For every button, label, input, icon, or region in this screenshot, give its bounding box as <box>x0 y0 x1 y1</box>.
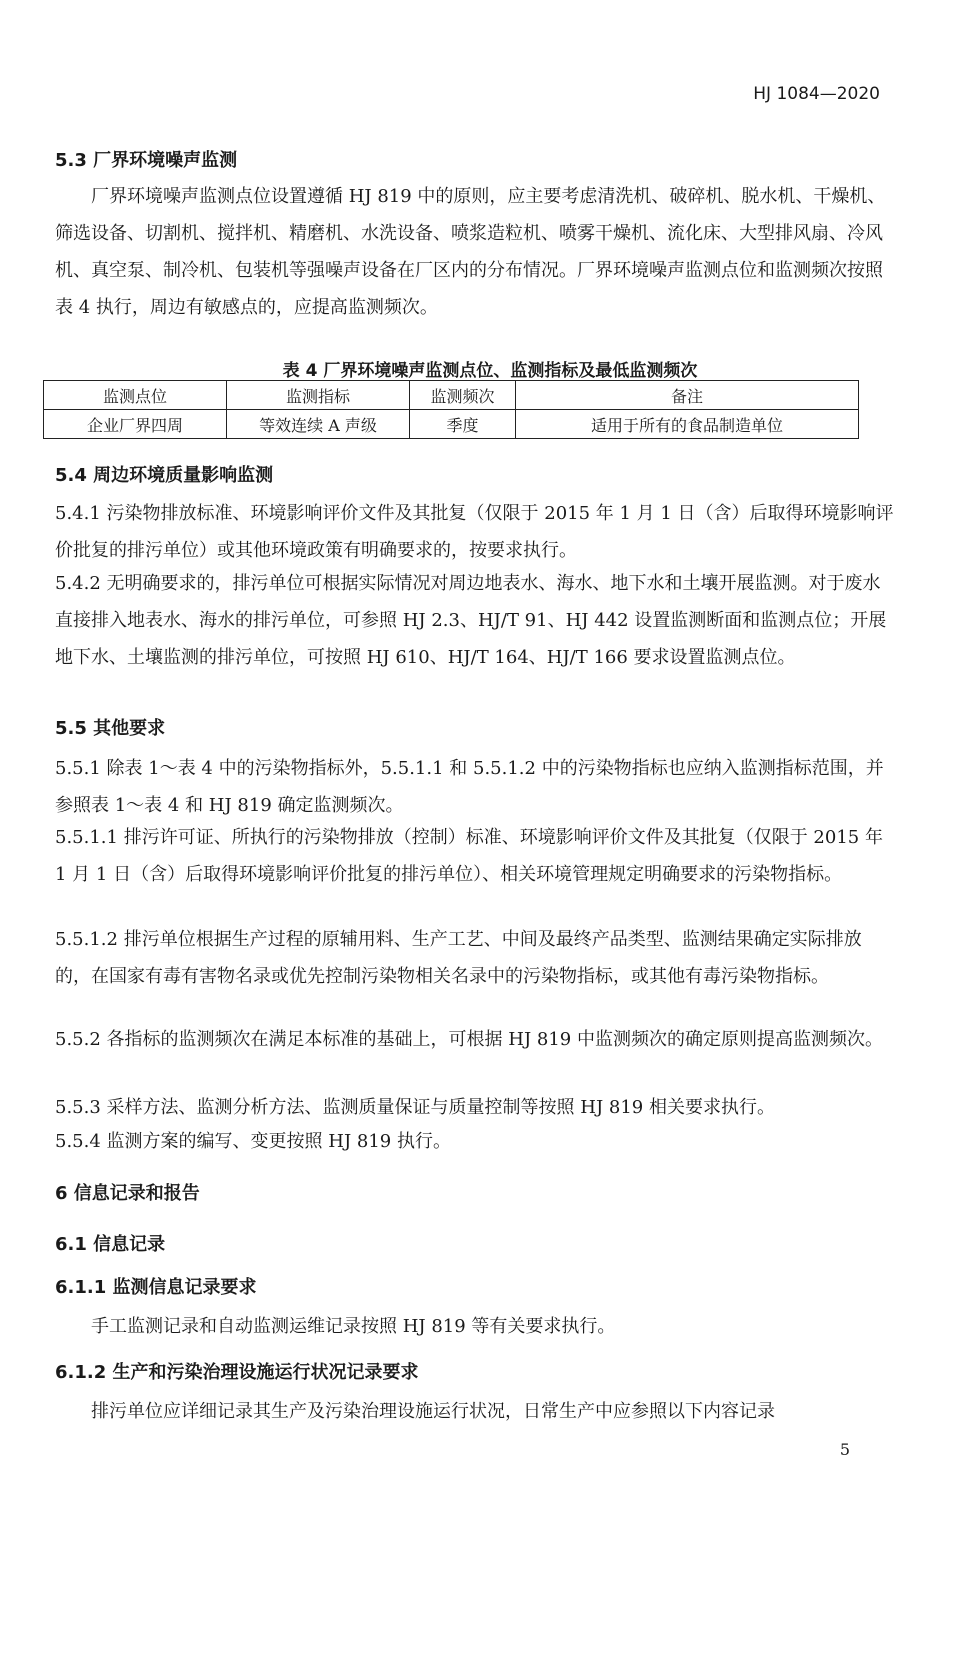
section-6-1-2-text: 排污单位应详细记录其生产及污染治理设施运行状况，日常生产中应参照以下内容记录 <box>91 1401 775 1422</box>
section-5-3-paragraph <box>55 178 895 326</box>
table-4-caption: 表 4 厂界环境噪声监测点位、监测指标及最低监测频次 <box>282 361 698 381</box>
section-6-1-heading: 6.1 信息记录 <box>55 1234 166 1255</box>
table-cell: 适用于所有的食品制造单位 <box>516 410 859 439</box>
document-code: HJ 1084—2020 <box>753 84 880 104</box>
table-header-cell: 监测点位 <box>44 381 227 410</box>
section-5-4-2: 5.4.2 无明确要求的，排污单位可根据实际情况对周边地表水、海水、地下水和土壤开展监测。对于废水直接排入地表水、海水的排污单位，可参照 HJ 2.3、HJ/T 91、HJ 442 设置监测断面和监测点位；开展地下水、土壤监测的排污单位，可按照 HJ 610、HJ/T 164、HJ/T 166 要求设置监测点位。 <box>55 573 887 668</box>
section-5-5-1-2: 5.5.1.2 排污单位根据生产过程的原辅用料、生产工艺、中间及最终产品类型、监测结果确定实际排放的，在国家有毒有害物名录或优先控制污染物相关名录中的污染物指标，或其他有毒污染物指标。 <box>55 929 862 987</box>
section-6-1-1-paragraph <box>55 1308 895 1345</box>
table-header-cell: 监测指标 <box>227 381 410 410</box>
table-cell: 企业厂界四周 <box>44 410 227 439</box>
section-5-3-heading: 5.3 厂界环境噪声监测 <box>55 150 238 171</box>
table-header-cell: 备注 <box>516 381 859 410</box>
table-cell: 季度 <box>410 410 516 439</box>
section-5-5-4: 5.5.4 监测方案的编写、变更按照 HJ 819 执行。 <box>55 1131 451 1152</box>
section-6-1-2-heading: 6.1.2 生产和污染治理设施运行状况记录要求 <box>55 1362 419 1383</box>
section-6-1-2-paragraph <box>55 1393 895 1430</box>
section-5-5-1: 5.5.1 除表 1～表 4 中的污染物指标外，5.5.1.1 和 5.5.1.2 中的污染物指标也应纳入监测指标范围，并参照表 1～表 4 和 HJ 819 确定监测频次。 <box>55 758 884 816</box>
section-5-4-heading: 5.4 周边环境质量影响监测 <box>55 465 274 486</box>
table-header-cell: 监测频次 <box>410 381 516 410</box>
section-5-5-2: 5.5.2 各指标的监测频次在满足本标准的基础上，可根据 HJ 819 中监测频次的确定原则提高监测频次。 <box>55 1029 883 1050</box>
table-4 <box>43 380 859 439</box>
section-5-5-heading: 5.5 其他要求 <box>55 718 166 739</box>
table-cell: 等效连续 A 声级 <box>227 410 410 439</box>
table-header-row <box>44 381 859 410</box>
section-6-heading: 6 信息记录和报告 <box>55 1183 200 1204</box>
section-5-5-3: 5.5.3 采样方法、监测分析方法、监测质量保证与质量控制等按照 HJ 819 相关要求执行。 <box>55 1097 775 1118</box>
section-5-3-text: 厂界环境噪声监测点位设置遵循 HJ 819 中的原则，应主要考虑清洗机、破碎机、脱水机、干燥机、筛选设备、切割机、搅拌机、精磨机、水洗设备、喷浆造粒机、喷雾干燥机、流化床、大型排风扇、冷风机、真空泵、制冷机、包装机等强噪声设备在厂区内的分布情况。厂界环境噪声监测点位和监测频次按照表 4 执行，周边有敏感点的，应提高监测频次。 <box>55 186 886 318</box>
section-6-1-1-text: 手工监测记录和自动监测运维记录按照 HJ 819 等有关要求执行。 <box>91 1316 616 1337</box>
table-row <box>44 410 859 439</box>
section-5-5-1-1: 5.5.1.1 排污许可证、所执行的污染物排放（控制）标准、环境影响评价文件及其批复（仅限于 2015 年 1 月 1 日（含）后取得环境影响评价批复的排污单位）、相关环境管理规定明确要求的污染物指标。 <box>55 827 883 885</box>
page-number: 5 <box>839 1440 850 1459</box>
section-6-1-1-heading: 6.1.1 监测信息记录要求 <box>55 1277 257 1298</box>
section-5-4-1: 5.4.1 污染物排放标准、环境影响评价文件及其批复（仅限于 2015 年 1 月 1 日（含）后取得环境影响评价批复的排污单位）或其他环境政策有明确要求的，按要求执行。 <box>55 503 894 561</box>
